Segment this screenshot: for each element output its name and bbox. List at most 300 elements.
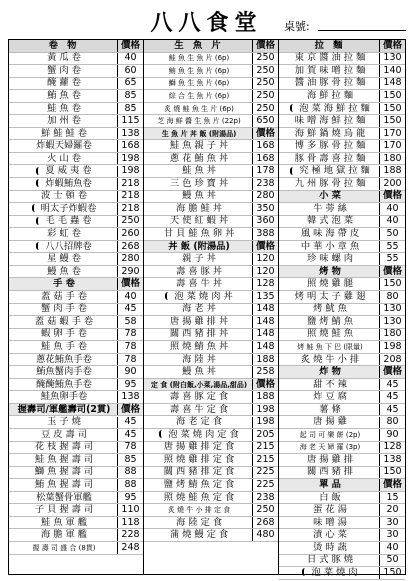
section-header-row (279, 366, 405, 379)
menu-item-row (279, 354, 405, 367)
menu-item-row (144, 417, 278, 430)
menu-item-row (279, 429, 405, 442)
menu-item-name: 照 燒 雞 腿 (306, 278, 354, 290)
menu-item-row (279, 467, 405, 480)
menu-item-price: 45 (117, 429, 143, 441)
menu-item-row (279, 517, 405, 530)
menu-item-price: 148 (379, 78, 405, 90)
menu-item-name: 起 司 可 樂 餅 (2p) (299, 430, 361, 439)
menu-item-price: 128 (379, 442, 405, 454)
menu-item-row (279, 153, 405, 166)
menu-item-price: 218 (117, 178, 143, 190)
menu-item-name: 鮪 魚 握 壽 司 (34, 479, 94, 491)
menu-item-name: 蓋 菇 手 卷 (40, 290, 88, 302)
menu-item-price: 250 (252, 53, 278, 65)
price-column-label: 價格 (252, 241, 278, 253)
menu-item-price: 40 (117, 53, 143, 65)
menu-item-row (279, 241, 405, 254)
menu-item-name: 明太子炸蝦卷 (9, 203, 117, 215)
section-header-row (144, 128, 278, 141)
section-title: 生 魚 片 (174, 39, 224, 51)
section-title: 烤 物 (319, 265, 341, 277)
price-column-label: 價格 (379, 366, 405, 378)
menu-item-name: 甜 不 辣 (313, 378, 347, 390)
menu-item-name: 炸 豆 腐 (313, 391, 347, 403)
menu-item-name: 唐 揚 雞 排 丼 (169, 315, 229, 327)
menu-item-name: 醃醃鮪魚手卷 (36, 378, 92, 390)
menu-item-row (9, 366, 143, 379)
menu-item-name: 芝 海 鮮 醬 生 魚 片 (22p) (157, 117, 241, 126)
menu-item-price: 55 (379, 253, 405, 265)
menu-item-name: 鮭 魚 生 魚 片 (6p) (168, 54, 230, 63)
menu-item-row (144, 366, 278, 379)
menu-item-name: 豚 骨 壽 喜 拉 麵 (294, 152, 366, 164)
menu-item-price: 50 (379, 555, 405, 567)
menu-item-price: 45 (117, 304, 143, 316)
menu-item-row (279, 391, 405, 404)
menu-item-row (9, 379, 143, 392)
menu-item-row (9, 78, 143, 91)
menu-item-name: 泡 菜 燒 肉 丼 (144, 291, 252, 303)
menu-item-price: 148 (252, 316, 278, 328)
menu-item-name: 松葉蟹骨軍艦 (36, 491, 92, 503)
menu-item-price: 250 (252, 504, 278, 516)
menu-item-name: 蔥花鮪魚手卷 (36, 353, 92, 365)
menu-item-row (144, 140, 278, 153)
menu-item-name: 炸蝦天婦羅卷 (36, 140, 92, 152)
menu-item-name: 鰤 魚 生 魚 片 (6p) (168, 79, 230, 88)
menu-item-price: 250 (117, 216, 143, 228)
menu-item-row (144, 115, 278, 128)
menu-item-price: 80 (379, 417, 405, 429)
menu-item-price: 85 (117, 103, 143, 115)
menu-item-name: 泡 菜 燒 肉 (279, 567, 379, 579)
price-column-label: 價格 (117, 40, 143, 52)
menu-item-row (144, 391, 278, 404)
menu-item-price: 198 (117, 166, 143, 178)
menu-item-price: 218 (117, 203, 143, 215)
menu-item-name: 炙 燒 鮭 魚 生 片 (6p) (164, 104, 234, 113)
menu-item-row (144, 203, 278, 216)
menu-item-name: 鰻 魚 丼 (182, 190, 216, 202)
menu-item-price: 150 (379, 90, 405, 102)
section-title: 拉 麵 (314, 39, 346, 51)
section-header-row (9, 278, 143, 291)
menu-item-row (9, 128, 143, 141)
menu-item-name: 壽 喜 牛 丼 (175, 278, 223, 290)
menu-item-price: 148 (252, 304, 278, 316)
menu-item-name: 蛋 花 湯 (313, 504, 347, 516)
menu-item-name: 鮭 魚 丼 (182, 165, 216, 177)
menu-item-name: 照 燒 鮭 魚 (306, 328, 354, 340)
menu-item-name: 鮪 魚 卷 (47, 89, 81, 101)
menu-item-row (9, 479, 143, 492)
menu-item-name: 鮭 魚 親 子 丼 (169, 140, 229, 152)
menu-item-price: 150 (379, 103, 405, 115)
menu-item-name: 烤 魷 魚 (313, 303, 347, 315)
menu-item-row (144, 228, 278, 241)
menu-item-price: 250 (252, 78, 278, 90)
menu-item-row (9, 191, 143, 204)
menu-item-row (144, 442, 278, 455)
price-column-label: 價格 (379, 40, 405, 52)
menu-item-row (9, 542, 143, 555)
menu-item-name: 關 西 豬 排 丼 (169, 328, 229, 340)
menu-item-price: 20 (379, 504, 405, 516)
menu-item-row (144, 454, 278, 467)
menu-item-row (144, 329, 278, 342)
menu-item-price: 258 (252, 366, 278, 378)
menu-item-price: 225 (252, 479, 278, 491)
menu-item-row (279, 304, 405, 317)
menu-item-name: 三 色 珍 寶 丼 (169, 177, 229, 189)
menu-item-price: 170 (379, 128, 405, 140)
menu-item-name: 炸蝦鮪魚卷 (9, 178, 117, 190)
menu-item-name: 泡 菜 海 鮮 拉 麵 (279, 103, 379, 115)
menu-item-row (279, 379, 405, 392)
price-column-label: 價格 (252, 379, 278, 391)
menu-item-name: 蓋 菇 蝦 手 卷 (34, 315, 94, 327)
menu-item-name: 牛 蒡 絲 (313, 202, 347, 214)
menu-item-row (279, 166, 405, 179)
menu-item-name: 關 西 豬 排 定 食 (163, 466, 235, 478)
menu-item-price: 85 (117, 454, 143, 466)
menu-item-name: 鮮 鮭 鮭 卷 (40, 127, 88, 139)
menu-item-name: 豆 皮 壽 司 (40, 428, 88, 440)
menu-item-name: 蔥 花 鮪 魚 丼 (169, 152, 229, 164)
menu-item-price: 168 (117, 140, 143, 152)
menu-item-name: 味 噌 湯 (313, 516, 347, 528)
menu-item-price: 138 (117, 391, 143, 403)
menu-item-row (279, 216, 405, 229)
menu-item-price: 58 (117, 316, 143, 328)
menu-item-price: 180 (379, 153, 405, 165)
menu-item-name: 海 膽 軍 艦 (40, 529, 88, 541)
section-title: 手 卷 (53, 278, 75, 290)
menu-item-price: 95 (117, 379, 143, 391)
menu-item-name: 炙 燒 牛 小 排 定 食 (167, 506, 231, 515)
menu-item-price: 178 (252, 166, 278, 178)
menu-item-name: 彩 虹 卷 (47, 228, 81, 240)
menu-item-name: 鮭 魚 卷 (47, 102, 81, 114)
menu-item-price: 85 (117, 90, 143, 102)
menu-item-name: 海 鮮 鍋 燒 烏 龍 (294, 127, 366, 139)
menu-item-row (144, 253, 278, 266)
section-header-row (9, 40, 143, 53)
menu-item-row (144, 266, 278, 279)
menu-item-name: 白 飯 (319, 491, 341, 503)
menu-item-row (279, 253, 405, 266)
menu-item-row (144, 404, 278, 417)
menu-item-name: 鮭 魚 手 卷 (40, 340, 88, 352)
menu-item-row (279, 278, 405, 291)
menu-item-row (144, 291, 278, 304)
menu-item-price: 168 (252, 140, 278, 152)
menu-item-price: 268 (252, 517, 278, 529)
menu-item-name: 薯 條 (319, 403, 341, 415)
menu-item-name: 鮭 魚 握 壽 司 (34, 453, 94, 465)
menu-item-price: 90 (379, 429, 405, 441)
menu-item-price: 15 (379, 492, 405, 504)
menu-item-row (9, 417, 143, 430)
menu-item-price: 128 (252, 278, 278, 290)
menu-item-row (279, 442, 405, 455)
menu-item-name: 鰤 魚 握 壽 司 (34, 466, 94, 478)
menu-item-price: 215 (252, 442, 278, 454)
menu-item-row (144, 278, 278, 291)
price-column-label: 價格 (252, 40, 278, 52)
menu-item-row (279, 555, 405, 568)
menu-item-row (279, 90, 405, 103)
menu-item-name: 花 枝 握 壽 司 (34, 441, 94, 453)
menu-item-row (9, 517, 143, 530)
table-number-field[interactable] (318, 30, 406, 31)
section-header-row (144, 40, 278, 53)
menu-item-row (279, 53, 405, 66)
menu-item-price: 45 (117, 417, 143, 429)
menu-item-name: 中 華 小 章 魚 (300, 240, 360, 252)
menu-item-row (279, 291, 405, 304)
menu-item-row (9, 115, 143, 128)
menu-item-row (279, 228, 405, 241)
spicy-icon (36, 217, 44, 225)
menu-item-row (9, 228, 143, 241)
menu-item-price: 188 (379, 166, 405, 178)
menu-item-name: 甘 貝 鮭 魚 卵 丼 (163, 228, 235, 240)
menu-item-price: 90 (117, 366, 143, 378)
section-title: 小 菜 (319, 190, 341, 202)
menu-item-row (9, 266, 143, 279)
menu-item-name: 壽 喜 牛 定 食 (169, 403, 229, 415)
menu-item-row (9, 153, 143, 166)
menu-item-name: 蒲 燒 鰻 定 食 (169, 529, 229, 541)
menu-item-price: 198 (252, 417, 278, 429)
section-header-row (144, 379, 278, 392)
menu-item-row (9, 90, 143, 103)
menu-item-price: 40 (379, 216, 405, 228)
menu-item-price: 480 (252, 529, 278, 541)
menu-item-row (144, 479, 278, 492)
menu-item-price: 55 (379, 241, 405, 253)
menu-item-price: 40 (379, 203, 405, 215)
menu-item-row (279, 103, 405, 116)
menu-item-name: 星 鰻 卷 (47, 253, 81, 265)
menu-item-price: 250 (252, 103, 278, 115)
menu-item-name: 照 燒 鮭 魚 定 食 (163, 491, 235, 503)
menu-item-name: 鰻 魚 卷 (47, 265, 81, 277)
menu-item-price: 88 (117, 467, 143, 479)
menu-item-row (279, 542, 405, 555)
menu-item-row (144, 492, 278, 505)
menu-item-price: 80 (379, 291, 405, 303)
menu-item-name: 鹽 烤 鯖 魚 定 食 (163, 479, 235, 491)
menu-item-row (9, 442, 143, 455)
menu-item-row (9, 216, 143, 229)
menu-item-price: 180 (379, 329, 405, 341)
menu-item-price: 135 (252, 291, 278, 303)
menu-item-price: 350 (252, 203, 278, 215)
menu-item-name: 東 京 醬 油 拉 麵 (294, 52, 366, 64)
menu-item-name: 韓 式 泡 菜 (306, 215, 354, 227)
section-title: 炸 物 (319, 366, 341, 378)
menu-item-price: 78 (117, 329, 143, 341)
menu-item-row (9, 529, 143, 542)
menu-table (8, 39, 406, 578)
menu-item-price: 30 (379, 529, 405, 541)
menu-item-row (144, 65, 278, 78)
menu-item-row (9, 166, 143, 179)
section-header-row (9, 404, 143, 417)
menu-item-name: 黃 瓜 卷 (47, 52, 81, 64)
menu-item-name: 天 使 紅 蝦 丼 (169, 215, 229, 227)
menu-item-price: 50 (379, 228, 405, 240)
menu-item-name: 唐 揚 雞 (313, 416, 347, 428)
menu-item-price: 280 (117, 253, 143, 265)
menu-item-price: 200 (379, 178, 405, 190)
menu-item-row (279, 492, 405, 505)
spicy-icon (36, 179, 44, 187)
menu-item-row (279, 454, 405, 467)
menu-item-name: 壽 喜 豚 定 食 (169, 391, 229, 403)
column-ramen (279, 39, 405, 578)
menu-item-name: 泡 菜 燒 肉 定 食 (144, 429, 252, 441)
menu-item-name: 海 老 天 婦 羅 (3p) (299, 443, 361, 452)
menu-item-price: 130 (379, 316, 405, 328)
menu-item-price: 228 (117, 529, 143, 541)
menu-item-row (144, 178, 278, 191)
menu-item-price: 205 (252, 429, 278, 441)
menu-item-row (9, 241, 143, 254)
price-column-label: 價格 (117, 404, 143, 416)
menu-item-row (279, 203, 405, 216)
spicy-icon (165, 292, 173, 300)
menu-item-name: 海 陸 定 食 (175, 516, 223, 528)
menu-item-row (144, 103, 278, 116)
menu-item-name: 蟹 肉 手 卷 (40, 303, 88, 315)
menu-item-price: 40 (379, 542, 405, 554)
menu-item-row (279, 341, 405, 354)
column-rolls (9, 40, 143, 574)
price-column-label: 價格 (379, 191, 405, 203)
menu-item-price: 110 (117, 504, 143, 516)
menu-item-price: 138 (379, 454, 405, 466)
menu-item-price: 150 (379, 467, 405, 479)
menu-item-name: 照 燒 雞 排 定 食 (163, 453, 235, 465)
spicy-icon (36, 167, 44, 175)
menu-item-name: 鮪 魚 生 魚 片 (6p) (168, 66, 230, 75)
section-header-row (279, 266, 405, 279)
menu-item-row (9, 53, 143, 66)
spicy-icon (302, 568, 310, 576)
menu-item-row (144, 166, 278, 179)
menu-item-row (279, 504, 405, 517)
menu-item-name: 醃 蘿 卷 (47, 77, 81, 89)
menu-item-price: 120 (252, 266, 278, 278)
menu-item-price: 45 (379, 379, 405, 391)
menu-item-name: 珍 味 螺 肉 (306, 253, 354, 265)
menu-item-row (144, 90, 278, 103)
column-sashimi (144, 40, 278, 574)
menu-item-row (9, 341, 143, 354)
menu-item-name: 鮪魚蟹肉手卷 (36, 366, 92, 378)
menu-item-price: 150 (379, 567, 405, 579)
section-title: 生 魚 片 丼 飯 (附湯品) (161, 129, 237, 138)
menu-item-price: 238 (252, 178, 278, 190)
menu-item-name: 味 噌 海 鮮 拉 麵 (294, 115, 366, 127)
menu-item-row (279, 329, 405, 342)
menu-item-row (279, 404, 405, 417)
menu-item-name: 九 州 豚 骨 拉 麵 (294, 177, 366, 189)
menu-item-row (144, 529, 278, 542)
menu-item-price: 140 (379, 65, 405, 77)
menu-item-row (144, 153, 278, 166)
menu-item-price: 148 (252, 341, 278, 353)
menu-item-row (9, 203, 143, 216)
menu-item-name: 烫 時 蔬 (313, 541, 347, 553)
menu-item-price: 45 (379, 404, 405, 416)
menu-item-price: 30 (379, 517, 405, 529)
price-column-label: 價格 (379, 266, 405, 278)
spicy-icon (32, 204, 40, 212)
price-column-label: 價格 (252, 128, 278, 140)
spicy-icon (159, 430, 167, 438)
menu-item-name: 究 極 地 獄 拉 麵 (279, 165, 379, 177)
menu-item-name: 波 士 頓 卷 (40, 190, 88, 202)
menu-item-row (144, 504, 278, 517)
menu-item-price: 268 (117, 241, 143, 253)
menu-item-row (144, 216, 278, 229)
menu-item-name: 子 貝 握 壽 司 (34, 504, 94, 516)
menu-item-name: 海 老 丼 (182, 303, 216, 315)
menu-item-price: 170 (379, 140, 405, 152)
menu-item-row (9, 291, 143, 304)
menu-item-name: 鮭魚卵手卷 (40, 391, 88, 403)
menu-item-row (9, 391, 143, 404)
menu-item-price: 130 (379, 304, 405, 316)
menu-item-price: 360 (252, 216, 278, 228)
menu-item-price: 78 (117, 341, 143, 353)
menu-item-row (279, 65, 405, 78)
menu-item-price: 198 (117, 153, 143, 165)
menu-item-price: 260 (117, 228, 143, 240)
menu-item-row (9, 140, 143, 153)
menu-item-name: 唐 揚 雞 排 定 食 (163, 441, 235, 453)
menu-item-name: 鰻 魚 丼 (182, 366, 216, 378)
menu-item-name: 壽 喜 豚 丼 (175, 265, 223, 277)
menu-item-name: 親 子 丼 (182, 253, 216, 265)
menu-item-price: 650 (252, 115, 278, 127)
spicy-icon (290, 167, 298, 175)
menu-item-name: 博 多 豚 骨 拉 麵 (294, 140, 366, 152)
menu-item-name: 綜 合 生 魚 片 (6p) (168, 91, 230, 100)
menu-item-price: 45 (379, 391, 405, 403)
menu-item-price: 115 (117, 115, 143, 127)
menu-item-name: 握 壽 司 盛 合 (8貫) (32, 543, 96, 552)
menu-item-row (144, 53, 278, 66)
menu-item-price: 248 (117, 542, 143, 554)
menu-item-row (144, 316, 278, 329)
menu-item-row (9, 178, 143, 191)
menu-item-price: 168 (252, 153, 278, 165)
menu-item-price: 208 (379, 354, 405, 366)
menu-item-price: 250 (252, 90, 278, 102)
menu-item-price: 150 (379, 115, 405, 127)
menu-item-name: 烤 鮭 魚 下 巴 (限量) (297, 342, 363, 351)
menu-item-row (279, 140, 405, 153)
menu-item-price: 88 (117, 479, 143, 491)
menu-item-row (279, 78, 405, 91)
menu-item-price: 225 (252, 467, 278, 479)
